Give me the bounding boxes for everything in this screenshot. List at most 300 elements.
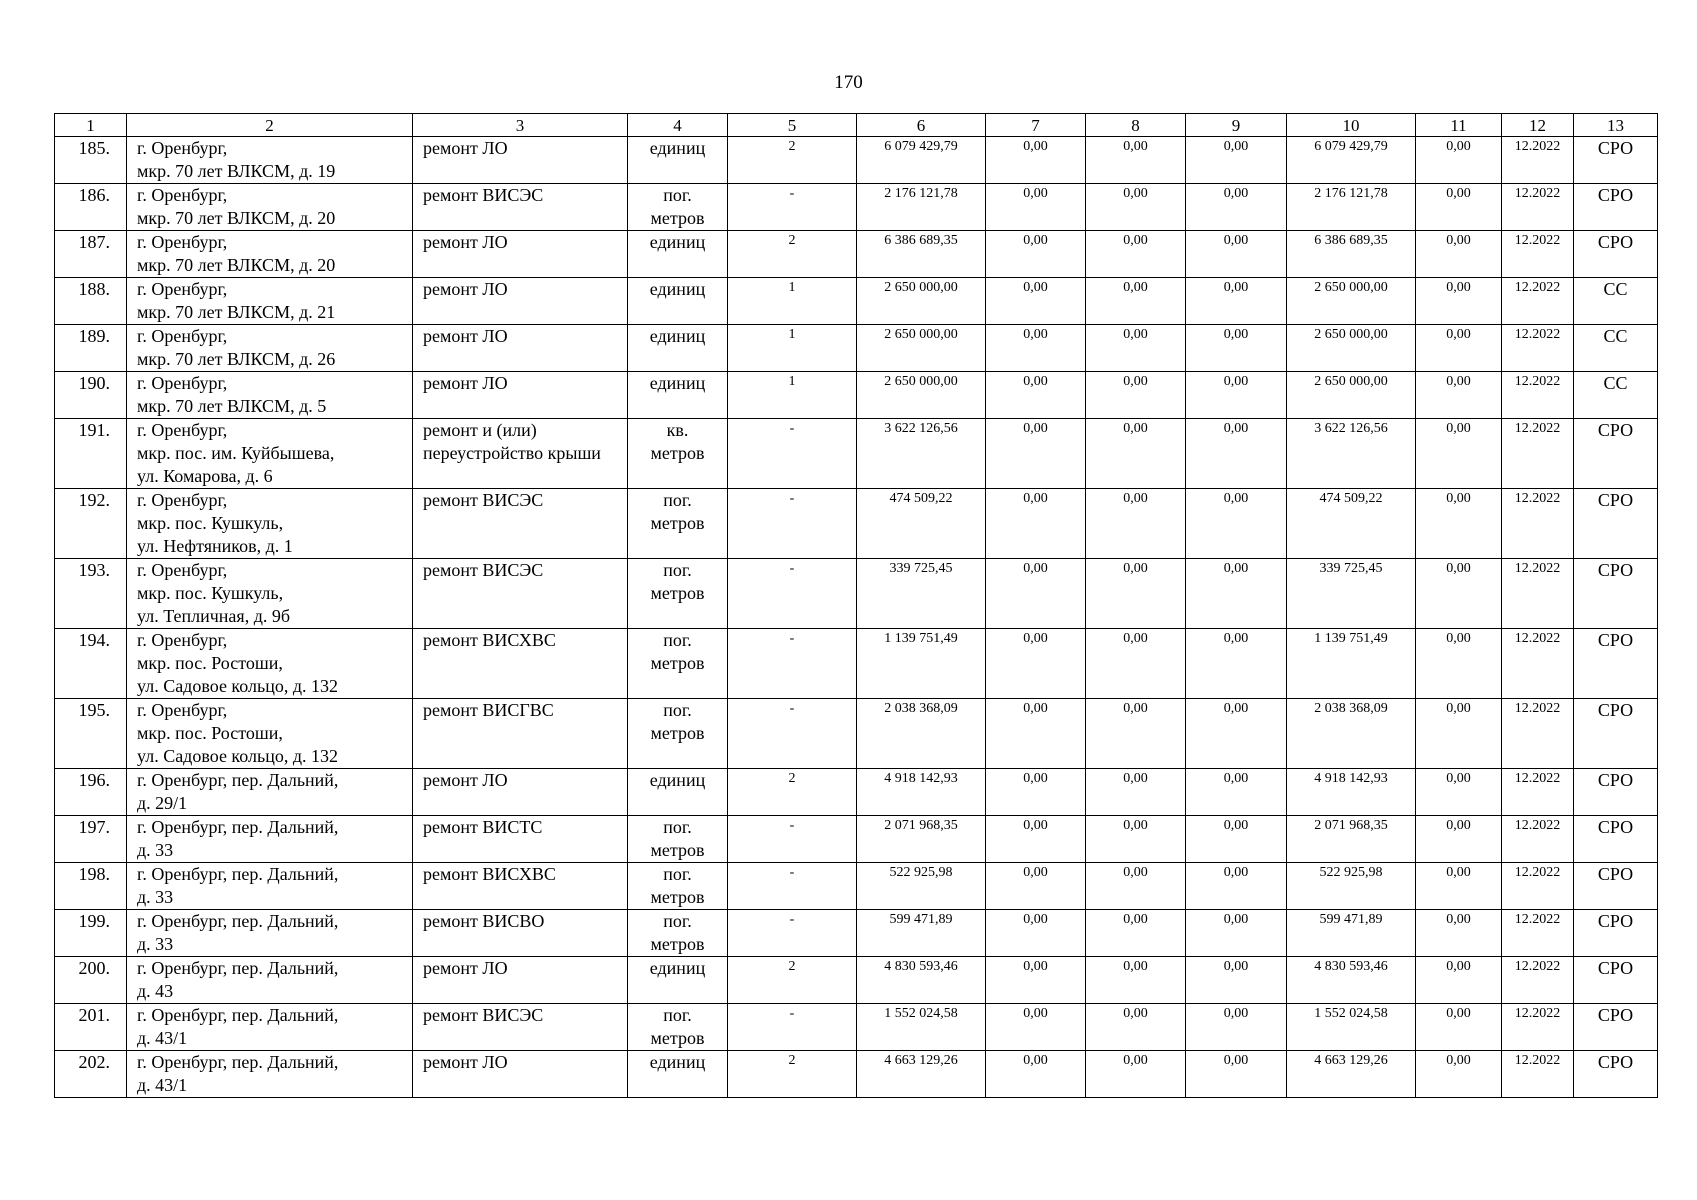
row-number: 186. <box>55 184 127 231</box>
method-code-cell: СРО <box>1574 910 1658 957</box>
value-cell-c6: 4 663 129,26 <box>857 1051 986 1098</box>
table-row <box>55 699 1658 769</box>
value-cell-c9: 0,00 <box>1186 816 1287 863</box>
cell-line: ремонт ВИСГВС <box>423 700 554 720</box>
value-cell-c9: 0,00 <box>1186 372 1287 419</box>
value-cell-c12: 12.2022 <box>1502 910 1574 957</box>
row-number: 193. <box>55 559 127 629</box>
value-cell-c6: 2 650 000,00 <box>857 372 986 419</box>
value-cell-c10: 6 386 689,35 <box>1287 231 1416 278</box>
table-row <box>55 629 1658 699</box>
value-cell-c9: 0,00 <box>1186 325 1287 372</box>
method-code-cell: СС <box>1574 278 1658 325</box>
cell-line: единиц <box>649 958 706 978</box>
unit-cell <box>628 1051 728 1098</box>
value-cell-c6: 1 552 024,58 <box>857 1004 986 1051</box>
cell-line: метров <box>650 443 705 463</box>
row-number: 195. <box>55 699 127 769</box>
unit-cell <box>628 325 728 372</box>
value-cell-c12: 12.2022 <box>1502 231 1574 278</box>
table-row <box>55 137 1658 184</box>
cell-line: мкр. 70 лет ВЛКСМ, д. 5 <box>137 396 327 416</box>
method-code-cell: СРО <box>1574 769 1658 816</box>
cell-line: пог. <box>663 560 692 580</box>
address-cell <box>127 137 413 184</box>
column-header-7: 7 <box>986 114 1086 137</box>
value-cell-c10: 3 622 126,56 <box>1287 419 1416 489</box>
work-type-cell <box>413 372 628 419</box>
cell-line: мкр. 70 лет ВЛКСМ, д. 26 <box>137 349 336 369</box>
value-cell-qty: - <box>728 489 857 559</box>
unit-cell <box>628 231 728 278</box>
value-cell-c7: 0,00 <box>986 699 1086 769</box>
cell-line: ремонт ВИСЭС <box>423 490 544 510</box>
column-header-12: 12 <box>1502 114 1574 137</box>
cell-line: д. 43/1 <box>137 1075 188 1095</box>
value-cell-qty: 2 <box>728 137 857 184</box>
cell-line: д. 43/1 <box>137 1028 188 1048</box>
address-cell <box>127 957 413 1004</box>
value-cell-c6: 1 139 751,49 <box>857 629 986 699</box>
method-code-cell: СРО <box>1574 489 1658 559</box>
cell-line: ремонт и (или) <box>423 420 537 440</box>
value-cell-c11: 0,00 <box>1416 910 1502 957</box>
row-number: 189. <box>55 325 127 372</box>
value-cell-c12: 12.2022 <box>1502 184 1574 231</box>
value-cell-c11: 0,00 <box>1416 372 1502 419</box>
value-cell-c8: 0,00 <box>1086 863 1186 910</box>
value-cell-c12: 12.2022 <box>1502 325 1574 372</box>
cell-line: метров <box>650 513 705 533</box>
work-type-cell <box>413 184 628 231</box>
unit-cell <box>628 816 728 863</box>
method-code-cell: СРО <box>1574 629 1658 699</box>
table-row <box>55 957 1658 1004</box>
value-cell-c6: 474 509,22 <box>857 489 986 559</box>
value-cell-c6: 2 038 368,09 <box>857 699 986 769</box>
table-row <box>55 184 1658 231</box>
cell-line: единиц <box>649 279 706 299</box>
value-cell-c6: 2 650 000,00 <box>857 325 986 372</box>
unit-cell <box>628 559 728 629</box>
cell-line: мкр. пос. Ростоши, <box>137 723 283 743</box>
address-cell <box>127 278 413 325</box>
row-number: 196. <box>55 769 127 816</box>
work-type-cell <box>413 419 628 489</box>
value-cell-c10: 2 650 000,00 <box>1287 372 1416 419</box>
value-cell-c9: 0,00 <box>1186 769 1287 816</box>
column-header-2: 2 <box>127 114 413 137</box>
row-number: 200. <box>55 957 127 1004</box>
value-cell-qty: - <box>728 419 857 489</box>
value-cell-c11: 0,00 <box>1416 769 1502 816</box>
cell-line: ремонт ВИСЭС <box>423 185 544 205</box>
value-cell-c9: 0,00 <box>1186 231 1287 278</box>
repair-schedule-table <box>54 113 1658 1098</box>
method-code-cell: СРО <box>1574 137 1658 184</box>
work-type-cell <box>413 137 628 184</box>
value-cell-c9: 0,00 <box>1186 910 1287 957</box>
cell-line: г. Оренбург, пер. Дальний, <box>137 864 339 884</box>
cell-line: мкр. 70 лет ВЛКСМ, д. 19 <box>137 161 336 181</box>
table-body <box>55 137 1658 1098</box>
table-row <box>55 863 1658 910</box>
row-number: 201. <box>55 1004 127 1051</box>
value-cell-c12: 12.2022 <box>1502 629 1574 699</box>
value-cell-c6: 6 386 689,35 <box>857 231 986 278</box>
value-cell-c12: 12.2022 <box>1502 137 1574 184</box>
row-number: 199. <box>55 910 127 957</box>
value-cell-c12: 12.2022 <box>1502 419 1574 489</box>
cell-line: г. Оренбург, пер. Дальний, <box>137 911 339 931</box>
value-cell-qty: - <box>728 1004 857 1051</box>
value-cell-c12: 12.2022 <box>1502 489 1574 559</box>
column-header-1: 1 <box>55 114 127 137</box>
cell-line: ремонт ЛО <box>423 373 508 393</box>
address-cell <box>127 419 413 489</box>
value-cell-c11: 0,00 <box>1416 325 1502 372</box>
cell-line: метров <box>650 208 705 228</box>
work-type-cell <box>413 957 628 1004</box>
value-cell-c10: 4 830 593,46 <box>1287 957 1416 1004</box>
cell-line: метров <box>650 840 705 860</box>
value-cell-c12: 12.2022 <box>1502 816 1574 863</box>
method-code-cell: СРО <box>1574 559 1658 629</box>
value-cell-c10: 474 509,22 <box>1287 489 1416 559</box>
cell-line: единиц <box>649 770 706 790</box>
cell-line: метров <box>650 723 705 743</box>
cell-line: пог. <box>663 700 692 720</box>
cell-line: ремонт ВИСЭС <box>423 1005 544 1025</box>
table-row <box>55 278 1658 325</box>
cell-line: пог. <box>663 490 692 510</box>
value-cell-c11: 0,00 <box>1416 489 1502 559</box>
work-type-cell <box>413 325 628 372</box>
table-row <box>55 489 1658 559</box>
table-row <box>55 372 1658 419</box>
value-cell-c8: 0,00 <box>1086 419 1186 489</box>
table-row <box>55 419 1658 489</box>
method-code-cell: СРО <box>1574 816 1658 863</box>
cell-line: г. Оренбург, <box>137 630 228 650</box>
address-cell <box>127 1004 413 1051</box>
work-type-cell <box>413 231 628 278</box>
cell-line: единиц <box>649 1052 706 1072</box>
value-cell-c12: 12.2022 <box>1502 957 1574 1004</box>
address-cell <box>127 489 413 559</box>
cell-line: ул. Садовое кольцо, д. 132 <box>137 676 339 696</box>
method-code-cell: СРО <box>1574 699 1658 769</box>
value-cell-c8: 0,00 <box>1086 629 1186 699</box>
work-type-cell <box>413 699 628 769</box>
value-cell-qty: - <box>728 816 857 863</box>
value-cell-c7: 0,00 <box>986 325 1086 372</box>
column-header-5: 5 <box>728 114 857 137</box>
cell-line: мкр. 70 лет ВЛКСМ, д. 21 <box>137 302 336 322</box>
value-cell-c11: 0,00 <box>1416 559 1502 629</box>
work-type-cell <box>413 1004 628 1051</box>
value-cell-c11: 0,00 <box>1416 699 1502 769</box>
cell-line: ул. Комарова, д. 6 <box>137 466 273 486</box>
value-cell-c9: 0,00 <box>1186 863 1287 910</box>
value-cell-c10: 1 139 751,49 <box>1287 629 1416 699</box>
value-cell-c6: 2 650 000,00 <box>857 278 986 325</box>
cell-line: ул. Тепличная, д. 9б <box>137 606 291 626</box>
value-cell-qty: 2 <box>728 957 857 1004</box>
address-cell <box>127 231 413 278</box>
value-cell-c10: 2 650 000,00 <box>1287 278 1416 325</box>
value-cell-c11: 0,00 <box>1416 816 1502 863</box>
value-cell-qty: 2 <box>728 769 857 816</box>
work-type-cell <box>413 769 628 816</box>
value-cell-c10: 1 552 024,58 <box>1287 1004 1416 1051</box>
value-cell-c7: 0,00 <box>986 372 1086 419</box>
value-cell-c7: 0,00 <box>986 184 1086 231</box>
column-header-6: 6 <box>857 114 986 137</box>
cell-line: мкр. пос. им. Куйбышева, <box>137 443 335 463</box>
column-header-8: 8 <box>1086 114 1186 137</box>
value-cell-c8: 0,00 <box>1086 489 1186 559</box>
work-type-cell <box>413 489 628 559</box>
value-cell-c8: 0,00 <box>1086 910 1186 957</box>
cell-line: ремонт ВИСХВС <box>423 864 556 884</box>
cell-line: мкр. пос. Ростоши, <box>137 653 283 673</box>
cell-line: мкр. пос. Кушкуль, <box>137 583 284 603</box>
cell-line: ремонт ВИСТС <box>423 817 543 837</box>
address-cell <box>127 1051 413 1098</box>
cell-line: г. Оренбург, <box>137 326 228 346</box>
address-cell <box>127 769 413 816</box>
address-cell <box>127 184 413 231</box>
cell-line: г. Оренбург, <box>137 138 228 158</box>
cell-line: единиц <box>649 232 706 252</box>
value-cell-c7: 0,00 <box>986 419 1086 489</box>
value-cell-c10: 599 471,89 <box>1287 910 1416 957</box>
value-cell-c8: 0,00 <box>1086 769 1186 816</box>
value-cell-c9: 0,00 <box>1186 1051 1287 1098</box>
work-type-cell <box>413 816 628 863</box>
value-cell-c8: 0,00 <box>1086 816 1186 863</box>
method-code-cell: СС <box>1574 372 1658 419</box>
cell-line: г. Оренбург, пер. Дальний, <box>137 770 339 790</box>
cell-line: пог. <box>663 864 692 884</box>
cell-line: ремонт ВИСХВС <box>423 630 556 650</box>
column-header-3: 3 <box>413 114 628 137</box>
value-cell-c11: 0,00 <box>1416 278 1502 325</box>
value-cell-qty: - <box>728 559 857 629</box>
cell-line: г. Оренбург, <box>137 420 228 440</box>
method-code-cell: СРО <box>1574 957 1658 1004</box>
value-cell-c12: 12.2022 <box>1502 769 1574 816</box>
cell-line: ремонт ЛО <box>423 326 508 346</box>
value-cell-c9: 0,00 <box>1186 278 1287 325</box>
unit-cell <box>628 419 728 489</box>
value-cell-c6: 3 622 126,56 <box>857 419 986 489</box>
cell-line: метров <box>650 887 705 907</box>
value-cell-c9: 0,00 <box>1186 1004 1287 1051</box>
value-cell-c7: 0,00 <box>986 137 1086 184</box>
method-code-cell: СРО <box>1574 863 1658 910</box>
value-cell-c11: 0,00 <box>1416 419 1502 489</box>
cell-line: ремонт ЛО <box>423 232 508 252</box>
cell-line: г. Оренбург, пер. Дальний, <box>137 1005 339 1025</box>
value-cell-qty: 1 <box>728 372 857 419</box>
cell-line: г. Оренбург, <box>137 232 228 252</box>
value-cell-qty: - <box>728 184 857 231</box>
cell-line: ремонт ЛО <box>423 279 508 299</box>
address-cell <box>127 629 413 699</box>
address-cell <box>127 372 413 419</box>
value-cell-c10: 2 176 121,78 <box>1287 184 1416 231</box>
value-cell-c6: 2 071 968,35 <box>857 816 986 863</box>
table-row <box>55 1051 1658 1098</box>
cell-line: пог. <box>663 817 692 837</box>
cell-line: ремонт ЛО <box>423 1052 508 1072</box>
value-cell-c12: 12.2022 <box>1502 1004 1574 1051</box>
table-row <box>55 816 1658 863</box>
value-cell-c8: 0,00 <box>1086 1004 1186 1051</box>
value-cell-c10: 2 650 000,00 <box>1287 325 1416 372</box>
value-cell-c9: 0,00 <box>1186 957 1287 1004</box>
value-cell-c9: 0,00 <box>1186 419 1287 489</box>
table-row <box>55 559 1658 629</box>
value-cell-c12: 12.2022 <box>1502 699 1574 769</box>
value-cell-c11: 0,00 <box>1416 184 1502 231</box>
value-cell-qty: - <box>728 629 857 699</box>
value-cell-c7: 0,00 <box>986 231 1086 278</box>
method-code-cell: СРО <box>1574 1004 1658 1051</box>
value-cell-c7: 0,00 <box>986 910 1086 957</box>
cell-line: метров <box>650 934 705 954</box>
value-cell-c6: 339 725,45 <box>857 559 986 629</box>
work-type-cell <box>413 1051 628 1098</box>
value-cell-c11: 0,00 <box>1416 231 1502 278</box>
row-number: 187. <box>55 231 127 278</box>
value-cell-c7: 0,00 <box>986 559 1086 629</box>
unit-cell <box>628 184 728 231</box>
address-cell <box>127 910 413 957</box>
table-row <box>55 910 1658 957</box>
value-cell-c6: 599 471,89 <box>857 910 986 957</box>
row-number: 191. <box>55 419 127 489</box>
cell-line: д. 33 <box>137 934 174 954</box>
cell-line: г. Оренбург, <box>137 185 228 205</box>
value-cell-c6: 2 176 121,78 <box>857 184 986 231</box>
method-code-cell: СС <box>1574 325 1658 372</box>
value-cell-c10: 6 079 429,79 <box>1287 137 1416 184</box>
value-cell-c11: 0,00 <box>1416 1004 1502 1051</box>
cell-line: ремонт ЛО <box>423 770 508 790</box>
row-number: 185. <box>55 137 127 184</box>
value-cell-c8: 0,00 <box>1086 372 1186 419</box>
value-cell-c7: 0,00 <box>986 769 1086 816</box>
value-cell-c10: 4 918 142,93 <box>1287 769 1416 816</box>
cell-line: ул. Нефтяников, д. 1 <box>137 536 293 556</box>
row-number: 188. <box>55 278 127 325</box>
cell-line: г. Оренбург, пер. Дальний, <box>137 1052 339 1072</box>
cell-line: д. 43 <box>137 981 174 1001</box>
cell-line: единиц <box>649 138 706 158</box>
value-cell-c8: 0,00 <box>1086 184 1186 231</box>
unit-cell <box>628 489 728 559</box>
cell-line: метров <box>650 653 705 673</box>
cell-line: г. Оренбург, <box>137 560 228 580</box>
cell-line: д. 33 <box>137 840 174 860</box>
value-cell-qty: 1 <box>728 325 857 372</box>
cell-line: ремонт ЛО <box>423 138 508 158</box>
value-cell-c10: 522 925,98 <box>1287 863 1416 910</box>
cell-line: единиц <box>649 373 706 393</box>
work-type-cell <box>413 863 628 910</box>
unit-cell <box>628 1004 728 1051</box>
value-cell-c7: 0,00 <box>986 863 1086 910</box>
unit-cell <box>628 863 728 910</box>
method-code-cell: СРО <box>1574 1051 1658 1098</box>
value-cell-c7: 0,00 <box>986 1051 1086 1098</box>
cell-line: мкр. 70 лет ВЛКСМ, д. 20 <box>137 208 336 228</box>
cell-line: пог. <box>663 630 692 650</box>
value-cell-c7: 0,00 <box>986 278 1086 325</box>
unit-cell <box>628 957 728 1004</box>
row-number: 197. <box>55 816 127 863</box>
cell-line: пог. <box>663 185 692 205</box>
value-cell-qty: 2 <box>728 231 857 278</box>
value-cell-c9: 0,00 <box>1186 699 1287 769</box>
value-cell-c10: 2 038 368,09 <box>1287 699 1416 769</box>
value-cell-qty: - <box>728 699 857 769</box>
value-cell-qty: 1 <box>728 278 857 325</box>
value-cell-c11: 0,00 <box>1416 137 1502 184</box>
value-cell-c6: 522 925,98 <box>857 863 986 910</box>
row-number: 190. <box>55 372 127 419</box>
method-code-cell: СРО <box>1574 231 1658 278</box>
value-cell-c10: 4 663 129,26 <box>1287 1051 1416 1098</box>
row-number: 194. <box>55 629 127 699</box>
cell-line: мкр. 70 лет ВЛКСМ, д. 20 <box>137 255 336 275</box>
value-cell-qty: - <box>728 863 857 910</box>
cell-line: д. 29/1 <box>137 793 188 813</box>
cell-line: ремонт ВИСЭС <box>423 560 544 580</box>
work-type-cell <box>413 559 628 629</box>
value-cell-c7: 0,00 <box>986 629 1086 699</box>
value-cell-c7: 0,00 <box>986 1004 1086 1051</box>
cell-line: переустройство крыши <box>423 443 601 463</box>
work-type-cell <box>413 629 628 699</box>
value-cell-c8: 0,00 <box>1086 699 1186 769</box>
cell-line: г. Оренбург, <box>137 700 228 720</box>
value-cell-c12: 12.2022 <box>1502 863 1574 910</box>
cell-line: ремонт ЛО <box>423 958 508 978</box>
column-header-11: 11 <box>1416 114 1502 137</box>
value-cell-c11: 0,00 <box>1416 957 1502 1004</box>
value-cell-c9: 0,00 <box>1186 489 1287 559</box>
unit-cell <box>628 910 728 957</box>
value-cell-c11: 0,00 <box>1416 1051 1502 1098</box>
address-cell <box>127 863 413 910</box>
cell-line: единиц <box>649 326 706 346</box>
cell-line: мкр. пос. Кушкуль, <box>137 513 284 533</box>
value-cell-c6: 4 918 142,93 <box>857 769 986 816</box>
cell-line: пог. <box>663 911 692 931</box>
value-cell-c12: 12.2022 <box>1502 1051 1574 1098</box>
row-number: 198. <box>55 863 127 910</box>
value-cell-c12: 12.2022 <box>1502 372 1574 419</box>
value-cell-c9: 0,00 <box>1186 137 1287 184</box>
cell-line: ул. Садовое кольцо, д. 132 <box>137 746 339 766</box>
value-cell-qty: 2 <box>728 1051 857 1098</box>
table-header-row <box>55 114 1658 137</box>
cell-line: метров <box>650 583 705 603</box>
